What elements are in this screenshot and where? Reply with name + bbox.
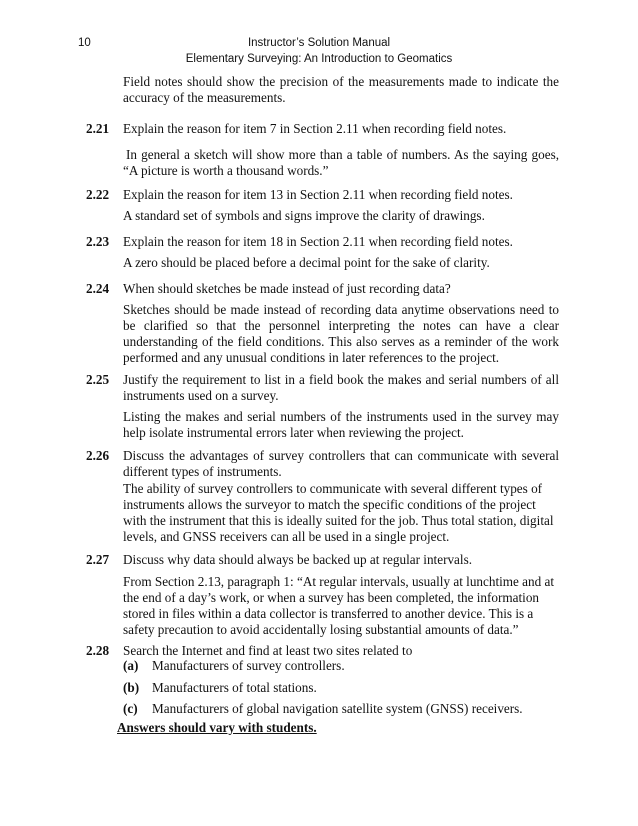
header-title: Instructor’s Solution Manual <box>247 37 391 49</box>
question-text: Discuss why data should always be backed up at regular intervals. <box>123 552 473 567</box>
answer-text: A zero should be placed before a decimal point for the sake of clarity. <box>123 255 490 270</box>
question-number: 2.22 <box>86 187 110 202</box>
answer-text: From Section 2.13, paragraph 1: “At regular intervals, usually at lunchtime and at the end of a day’s work, or when a survey has been completed, the information stored in files within a data collector is transferred to another device. This is a safety precaution to avoid accidentally losing substantial amounts of data.” <box>123 574 555 637</box>
answer-text: The ability of survey controllers to communicate with several different types of instruments allows the surveyor to match the specific conditions of the project with the instrument that this is ideally suited for the job. Thus total station, digital levels, and GNSS receivers can all be used in a single project. <box>123 481 554 544</box>
question-number: 2.21 <box>86 121 110 136</box>
question-text: Explain the reason for item 18 in Section 2.11 when recording field notes. <box>123 234 513 249</box>
subitem-label: (b) <box>123 680 140 695</box>
answer-text: A standard set of symbols and signs improve the clarity of drawings. <box>123 208 485 223</box>
answer-text: In general a sketch will show more than a table of numbers. As the saying goes, “A picture is worth a thousand words.” <box>123 147 559 178</box>
answer-text: Listing the makes and serial numbers of the instruments used in the survey may help isolate instrumental errors later when reviewing the project. <box>123 409 559 440</box>
question-text: When should sketches be made instead of just recording data? <box>123 281 451 296</box>
subitem-label: (a) <box>123 658 139 673</box>
question-text: Justify the requirement to list in a field book the makes and serial numbers of all instruments used on a survey. <box>123 372 559 403</box>
question-text: Search the Internet and find at least two sites related to <box>123 643 413 658</box>
subitem-text: Manufacturers of global navigation satellite system (GNSS) receivers. <box>152 701 523 716</box>
question-text: Explain the reason for item 7 in Section 2.11 when recording field notes. <box>123 121 507 136</box>
header-subtitle: Elementary Surveying: An Introduction to Geomatics <box>185 53 453 65</box>
question-text: Discuss the advantages of survey controllers that can communicate with several different types of instruments. <box>123 448 559 479</box>
question-number: 2.27 <box>86 552 110 567</box>
question-number: 2.24 <box>86 281 110 296</box>
subitem-text: Manufacturers of survey controllers. <box>152 658 345 673</box>
question-number: 2.26 <box>86 448 110 463</box>
subitem-text: Manufacturers of total stations. <box>152 680 317 695</box>
answer-text: Sketches should be made instead of recording data anytime observations need to be clarified so that the personnel interpreting the notes can have a clear understanding of the field conditions. This also serves as a reminder of the work performed and any unusual conditions in later references to the project. <box>123 302 559 365</box>
question-number: 2.23 <box>86 234 110 249</box>
question-number: 2.28 <box>86 643 110 658</box>
question-text: Explain the reason for item 13 in Section 2.11 when recording field notes. <box>123 187 513 202</box>
intro-answer: Field notes should show the precision of the measurements made to indicate the accuracy of the measurements. <box>123 74 559 105</box>
final-note: Answers should vary with students. <box>117 720 317 735</box>
subitem-label: (c) <box>123 701 138 716</box>
question-number: 2.25 <box>86 372 110 387</box>
page-number: 10 <box>78 37 91 49</box>
